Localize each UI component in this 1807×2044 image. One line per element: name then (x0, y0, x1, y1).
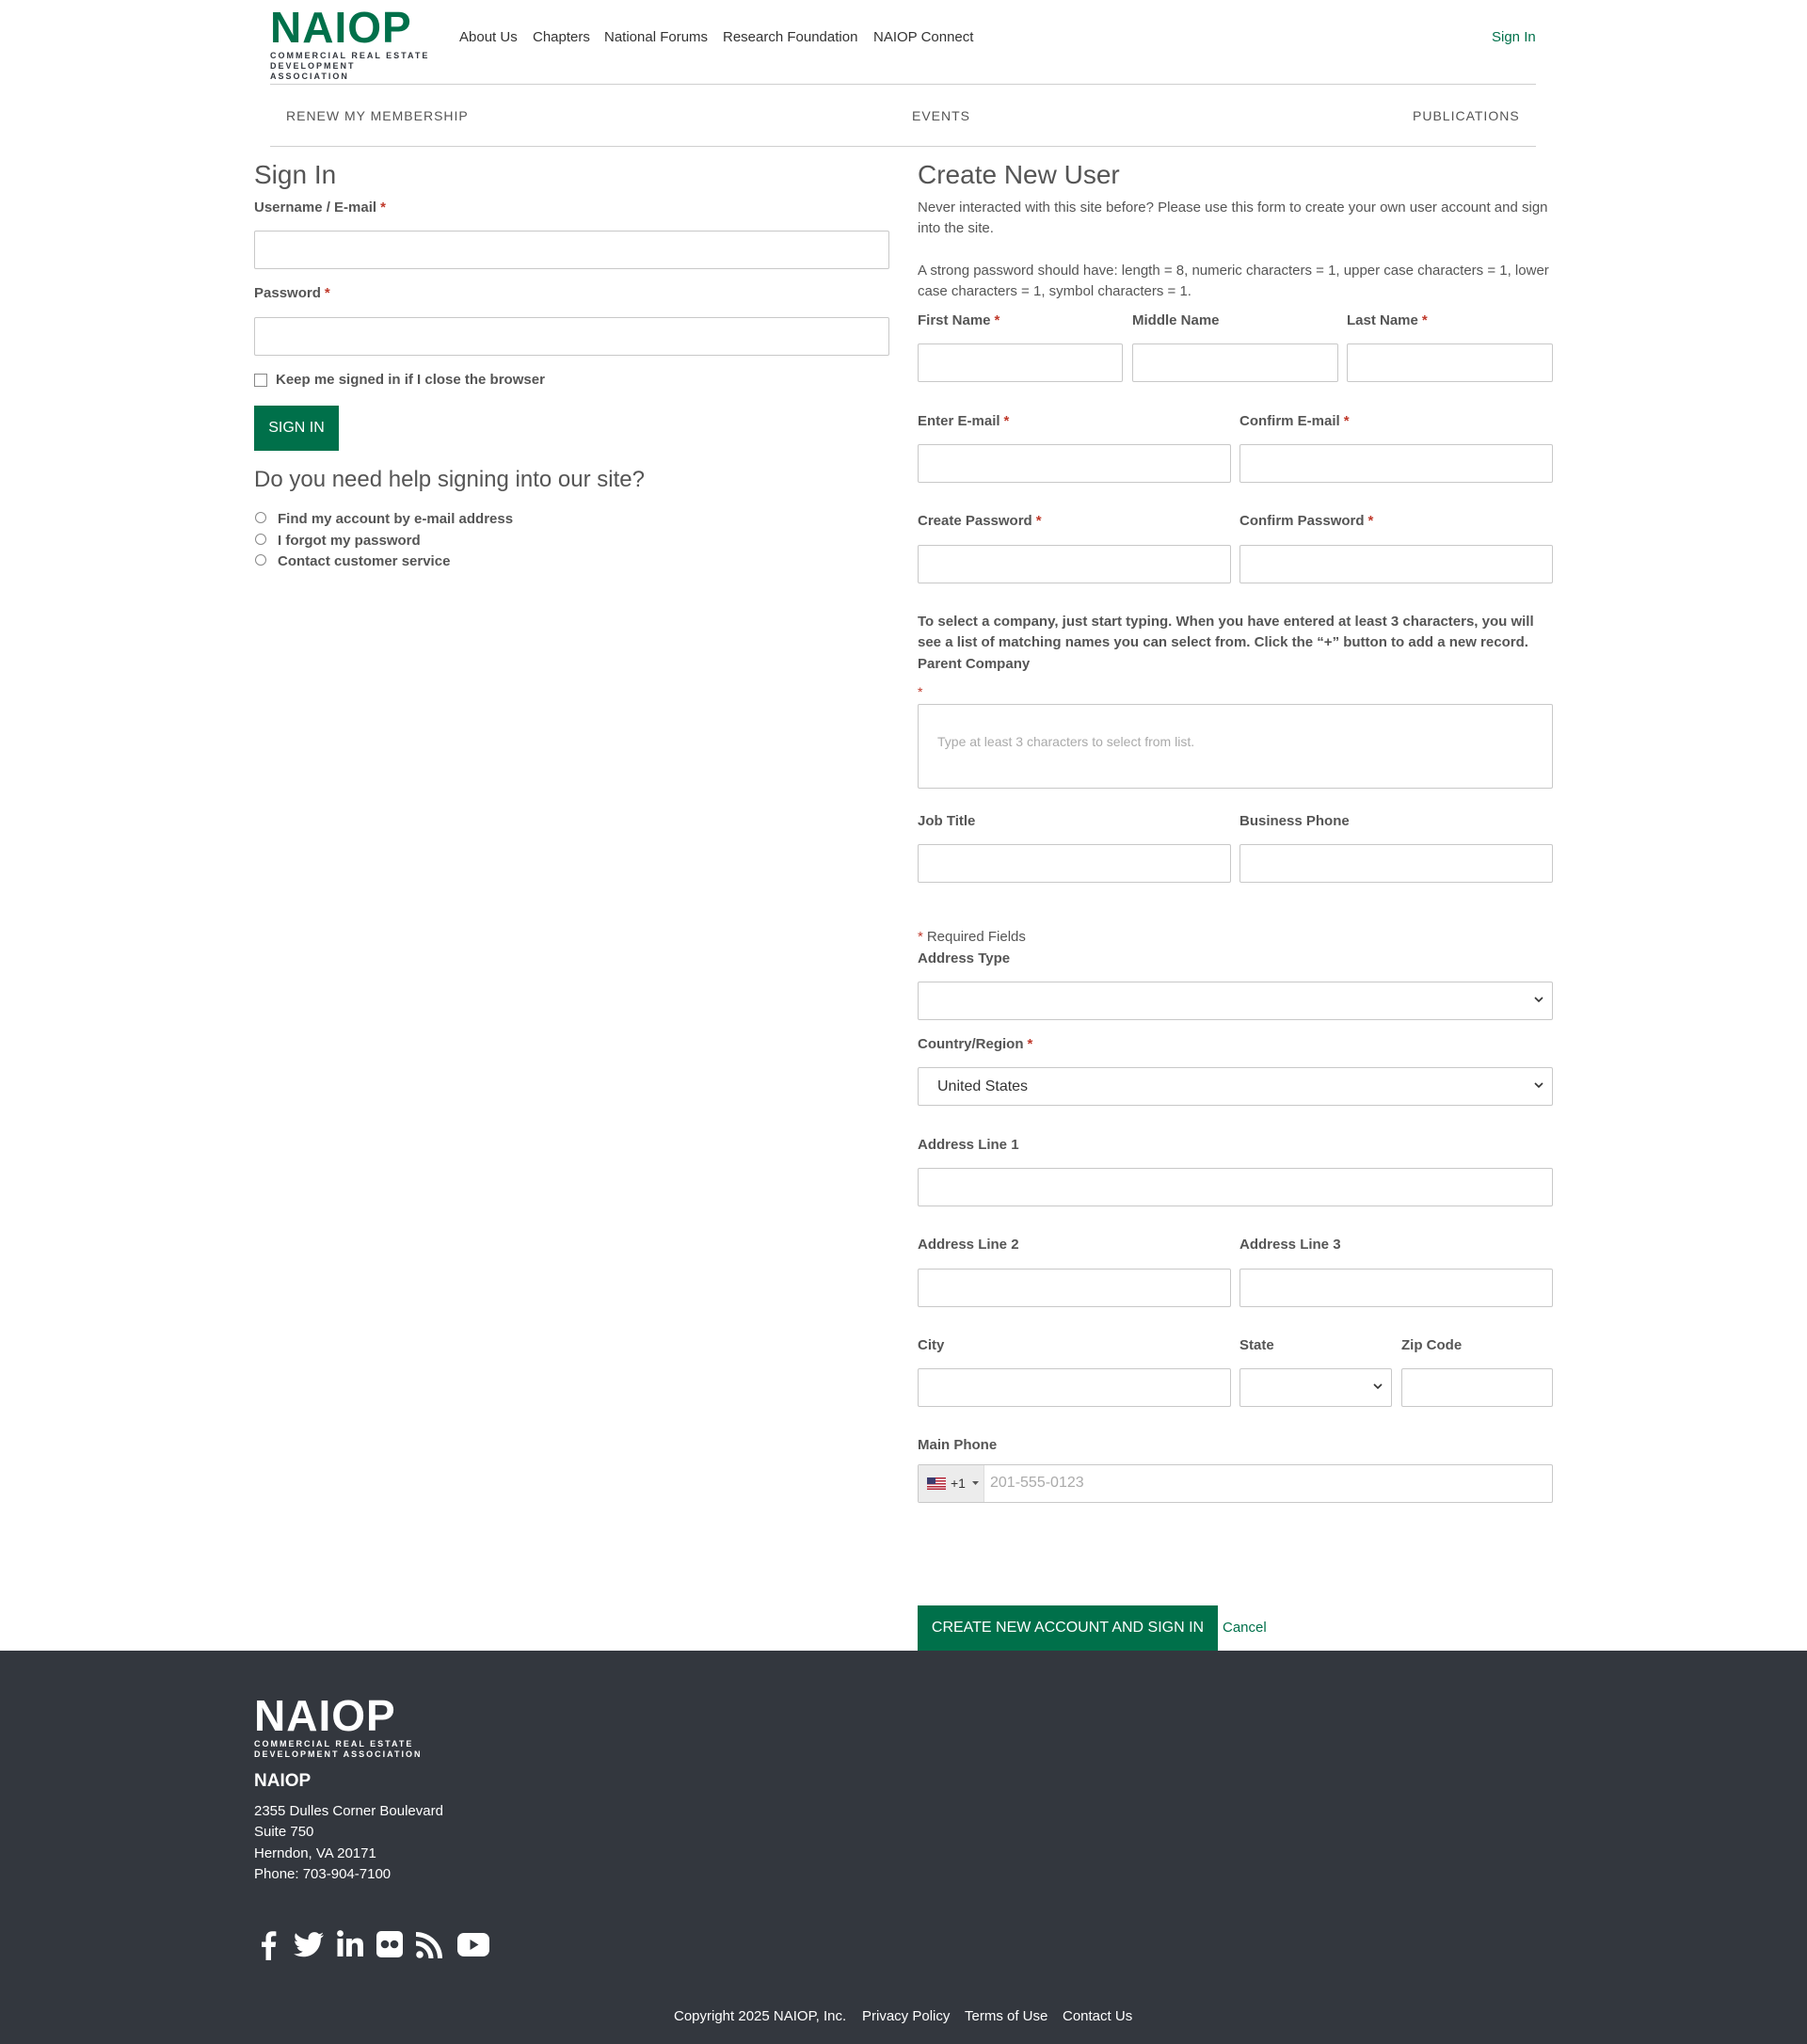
logo-wordmark: NAIOP (270, 3, 412, 52)
job-title-input[interactable] (918, 844, 1231, 883)
address-line2-input[interactable] (918, 1269, 1231, 1307)
business-phone-label: Business Phone (1239, 813, 1350, 829)
middle-name-label: Middle Name (1132, 312, 1220, 328)
linkedin-icon[interactable] (337, 1930, 363, 1956)
city-label: City (918, 1337, 945, 1353)
password-rules: A strong password should have: length = 8, numeric characters = 1, upper case characters = 1, lower case characters = 1, symbol characters = 1. (918, 263, 1549, 299)
username-input[interactable] (254, 231, 889, 269)
subnav-renew-membership[interactable]: RENEW MY MEMBERSHIP (286, 108, 469, 123)
contact-service-radio[interactable] (255, 554, 266, 566)
footer-logo[interactable] (254, 1691, 423, 1760)
footer-logo-tagline-1: COMMERCIAL REAL ESTATE (254, 1739, 414, 1749)
middle-name-input[interactable] (1132, 343, 1338, 382)
city-input[interactable] (918, 1368, 1231, 1407)
footer-logo-tagline-2: DEVELOPMENT ASSOCIATION (254, 1749, 423, 1759)
confirm-password-input[interactable] (1239, 545, 1553, 583)
chevron-down-icon (1533, 994, 1544, 1005)
caret-down-icon (972, 1481, 979, 1486)
create-account-button[interactable]: CREATE NEW ACCOUNT AND SIGN IN (918, 1605, 1218, 1651)
youtube-icon[interactable] (457, 1933, 489, 1956)
enter-email-input[interactable] (918, 444, 1231, 483)
business-phone-input[interactable] (1239, 844, 1553, 883)
chevron-down-icon (1533, 1079, 1544, 1091)
first-name-label: First Name * (918, 312, 1000, 328)
footer-contact-us[interactable]: Contact Us (1063, 2008, 1133, 2024)
subnav-events[interactable]: EVENTS (912, 108, 971, 123)
nav-about-us[interactable]: About Us (459, 29, 518, 45)
country-region-label: Country/Region * (918, 1036, 1033, 1052)
username-label: Username / E-mail * (254, 200, 386, 216)
phone-country-code: +1 (951, 1476, 966, 1491)
footer-org-name: NAIOP (254, 1771, 312, 1791)
company-hint: To select a company, just start typing. When you have entered at least 3 characters, you will see a list of matching names you can select from. Click the “+” button to add a new record. (918, 614, 1534, 650)
help-title: Do you need help signing into our site? (254, 467, 645, 492)
parent-company-label: Parent Company (918, 656, 1031, 672)
last-name-input[interactable] (1347, 343, 1553, 382)
rss-icon[interactable] (416, 1932, 442, 1958)
find-account-radio[interactable] (255, 512, 266, 523)
parent-company-input[interactable] (918, 704, 1553, 789)
password-input[interactable] (254, 317, 889, 356)
sign-in-title: Sign In (254, 160, 337, 189)
us-flag-icon (927, 1477, 946, 1490)
country-region-select[interactable] (918, 1067, 1553, 1106)
country-region-value: United States (937, 1078, 1029, 1094)
address-line1-label: Address Line 1 (918, 1137, 1019, 1153)
site-logo[interactable] (270, 3, 435, 81)
footer-phone: Phone: 703-904-7100 (254, 1866, 392, 1882)
keep-signed-in-checkbox[interactable] (254, 374, 267, 387)
address-line2-label: Address Line 2 (918, 1237, 1019, 1253)
sign-in-button[interactable]: SIGN IN (254, 406, 339, 451)
create-password-input[interactable] (918, 545, 1231, 583)
address-type-select[interactable] (918, 982, 1553, 1020)
confirm-email-input[interactable] (1239, 444, 1553, 483)
logo-tagline-2: DEVELOPMENT ASSOCIATION (270, 61, 356, 81)
twitter-icon[interactable] (294, 1932, 324, 1957)
address-line1-input[interactable] (918, 1168, 1553, 1206)
nav-research-foundation[interactable]: Research Foundation (723, 29, 858, 45)
footer-address-3: Herndon, VA 20171 (254, 1845, 376, 1861)
address-line3-input[interactable] (1239, 1269, 1553, 1307)
footer-address-2: Suite 750 (254, 1824, 314, 1840)
nav-naiop-connect[interactable]: NAIOP Connect (873, 29, 974, 45)
find-account-label[interactable]: Find my account by e-mail address (278, 511, 514, 527)
cancel-link[interactable]: Cancel (1223, 1620, 1267, 1636)
zip-input[interactable] (1401, 1368, 1553, 1407)
subnav-publications[interactable]: PUBLICATIONS (1413, 108, 1520, 123)
confirm-password-label: Confirm Password * (1239, 513, 1374, 529)
enter-email-label: Enter E-mail * (918, 413, 1010, 429)
chevron-down-icon (1372, 1381, 1383, 1392)
footer-logo-wordmark: NAIOP (254, 1691, 396, 1740)
footer-privacy-policy[interactable]: Privacy Policy (862, 2008, 951, 2024)
address-type-label: Address Type (918, 950, 1011, 966)
job-title-label: Job Title (918, 813, 976, 829)
facebook-icon[interactable] (262, 1930, 277, 1960)
phone-country-selector[interactable] (919, 1465, 984, 1502)
create-user-title: Create New User (918, 160, 1120, 189)
keep-signed-in-label[interactable]: Keep me signed in if I close the browser (276, 372, 545, 388)
create-password-label: Create Password * (918, 513, 1042, 529)
site-footer (0, 1651, 1807, 2044)
header-sign-in-link[interactable]: Sign In (1492, 29, 1536, 45)
address-line3-label: Address Line 3 (1239, 1237, 1341, 1253)
header-divider-bottom (270, 146, 1536, 147)
phone-placeholder: 201-555-0123 (990, 1475, 1084, 1491)
main-phone-input[interactable] (918, 1464, 1553, 1503)
confirm-email-label: Confirm E-mail * (1239, 413, 1350, 429)
forgot-password-radio[interactable] (255, 534, 266, 545)
zip-label: Zip Code (1401, 1337, 1463, 1353)
state-select[interactable] (1239, 1368, 1392, 1407)
footer-terms-of-use[interactable]: Terms of Use (965, 2008, 1048, 2024)
parent-company-placeholder: Type at least 3 characters to select from list. (937, 734, 1195, 749)
forgot-password-label[interactable]: I forgot my password (278, 533, 421, 549)
parent-company-required-mark: * (918, 684, 923, 699)
main-phone-label: Main Phone (918, 1437, 998, 1453)
logo-tagline-1: COMMERCIAL REAL ESTATE (270, 51, 430, 60)
nav-national-forums[interactable]: National Forums (604, 29, 709, 45)
state-label: State (1239, 1337, 1274, 1353)
last-name-label: Last Name * (1347, 312, 1428, 328)
flickr-icon[interactable] (376, 1931, 403, 1957)
required-fields-note: * Required Fields (918, 929, 1026, 945)
footer-address-1: 2355 Dulles Corner Boulevard (254, 1803, 443, 1819)
contact-service-label[interactable]: Contact customer service (278, 553, 451, 569)
create-user-intro: Never interacted with this site before? Please use this form to create your own user account and sign into the site. (918, 200, 1548, 236)
footer-copyright: Copyright 2025 NAIOP, Inc. (674, 2008, 847, 2024)
password-label: Password * (254, 285, 330, 301)
header-divider-top (270, 84, 1536, 85)
nav-chapters[interactable]: Chapters (533, 29, 590, 45)
first-name-input[interactable] (918, 343, 1123, 382)
